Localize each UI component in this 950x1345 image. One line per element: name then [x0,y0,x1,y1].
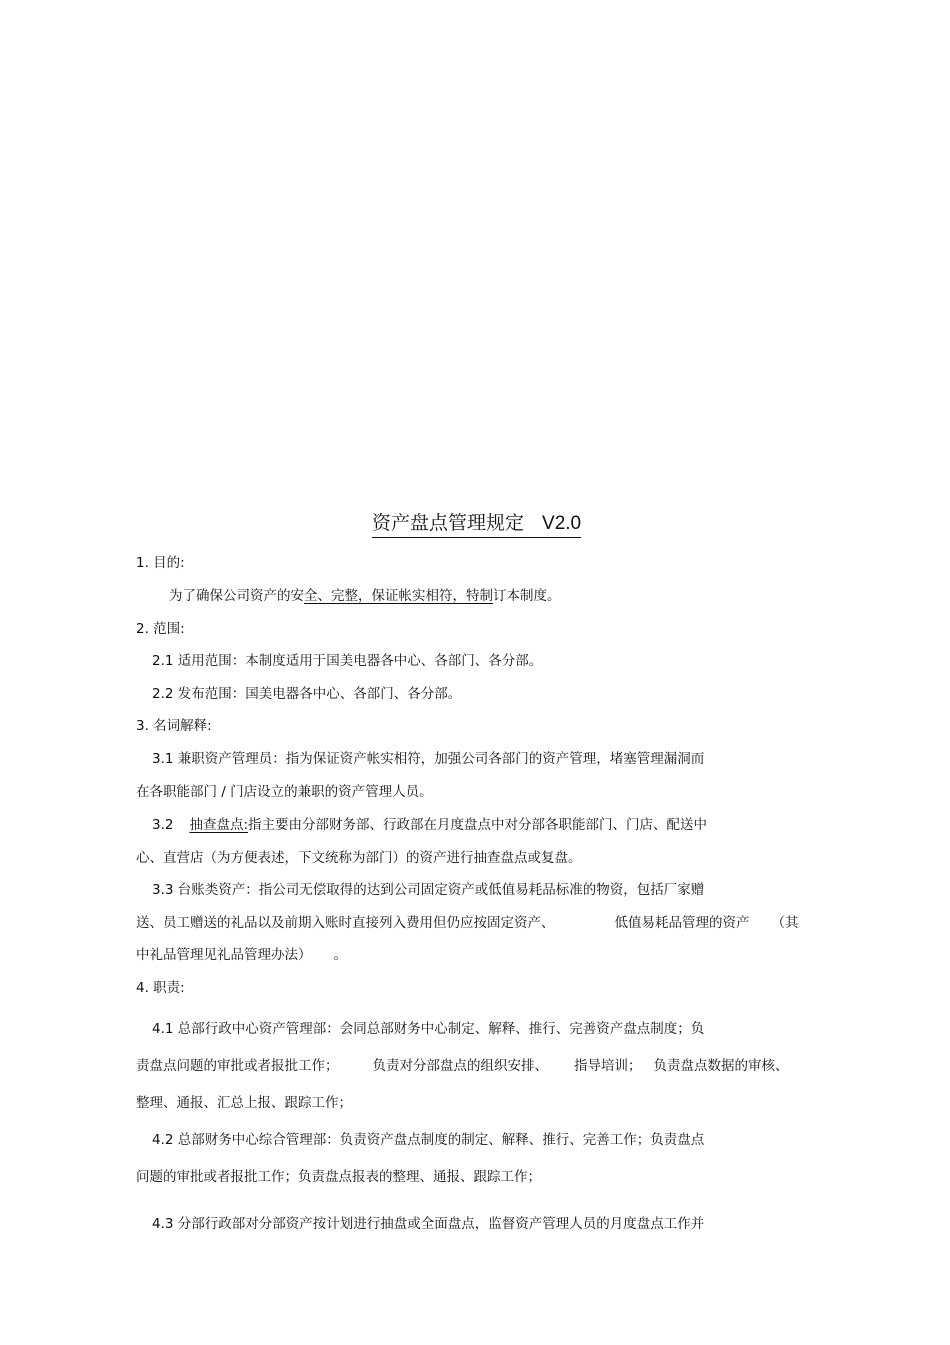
section-4-item-2-line-1: 4.2 总部财务中心综合管理部：负责资产盘点制度的制定、解释、推行、完善工作；负责盘点 [152,1132,705,1148]
section-3-item-2-line-2: 心、直营店（为方便表述，下文统称为部门）的资产进行抽查盘点或复盘。 [136,850,582,866]
s3-item-2-number: 3.2 [152,817,174,833]
s4-item-1-text-a: 责盘点问题的审批或者报批工作； [136,1058,339,1074]
section-2-item-2: 2.2 发布范围：国美电器各中心、各部门、各分部。 [152,686,462,702]
section-2-item-1: 2.1 适用范围：本制度适用于国美电器各中心、各部门、各分部。 [152,653,543,669]
document-title [372,511,581,538]
section-2-heading: 2. 范围: [136,621,185,637]
s3-item-2-text: 指主要由分部财务部、行政部在月度盘点中对分部各职能部门、门店、配送中 [248,817,708,833]
s1-text-d: 相符，特制 [425,588,493,604]
section-3-item-1-line-1: 3.1 兼职资产管理员：指为保证资产帐实相符，加强公司各部门的资产管理，堵塞管理漏洞而 [152,751,705,767]
section-1-heading: 1. 目的: [136,555,185,571]
section-3-item-3-line-2 [136,914,799,932]
s3-item-2-term: 抽查盘点: [189,817,249,833]
s3-item-3-text-c: （其 [771,915,799,931]
section-4-item-3-line-1: 4.3 分部行政部对分部资产按计划进行抽盘或全面盘点，监督资产管理人员的月度盘点工作并 [152,1216,705,1232]
s1-text-b: 全、完整， [304,588,372,604]
section-3-item-2-line-1 [152,816,707,834]
section-1-paragraph [169,587,561,605]
section-4-item-1-line-1: 4.1 总部行政中心资产管理部：会同总部财务中心制定、解释、推行、完善资产盘点制度；负 [152,1021,705,1037]
section-3-item-1-line-2: 在各职能部门 / 门店设立的兼职的资产管理人员。 [136,784,433,800]
s1-text-a: 为了确保公司资产的安 [169,588,304,604]
section-4-item-1-line-2 [136,1057,789,1075]
section-4-item-1-line-3: 整理、通报、汇总上报、跟踪工作； [136,1095,352,1111]
section-3-item-3-line-3 [136,946,347,964]
section-3-heading: 3. 名词解释: [136,718,212,734]
s3-item-3-text-d: 中礼品管理见礼品管理办法） [136,947,312,963]
section-4-heading: 4. 职责: [136,980,185,996]
s3-item-3-text-e: 。 [333,947,347,963]
title-version: V2.0 [542,513,582,534]
s3-item-3-text-a: 送、员工赠送的礼品以及前期入账时直接列入费用但仍应按固定资产、 [136,915,555,931]
section-4-item-2-line-2: 问题的审批或者报批工作；负责盘点报表的整理、通报、跟踪工作； [136,1169,541,1185]
s1-text-e: 订本制度。 [493,588,561,604]
title-text: 资产盘点管理规定 [372,512,525,534]
s1-text-c: 保证帐实 [371,588,426,604]
s4-item-1-text-c: 指导培训； [574,1058,642,1074]
section-3-item-3-line-1: 3.3 台账类资产：指公司无偿取得的达到公司固定资产或低值易耗品标准的物资，包括厂家赠 [152,882,705,898]
s4-item-1-text-d: 负责盘点数据的审核、 [653,1058,789,1074]
s4-item-1-text-b: 负责对分部盘点的组织安排、 [372,1058,548,1074]
s3-item-3-text-b: 低值易耗品管理的资产 [614,915,750,931]
